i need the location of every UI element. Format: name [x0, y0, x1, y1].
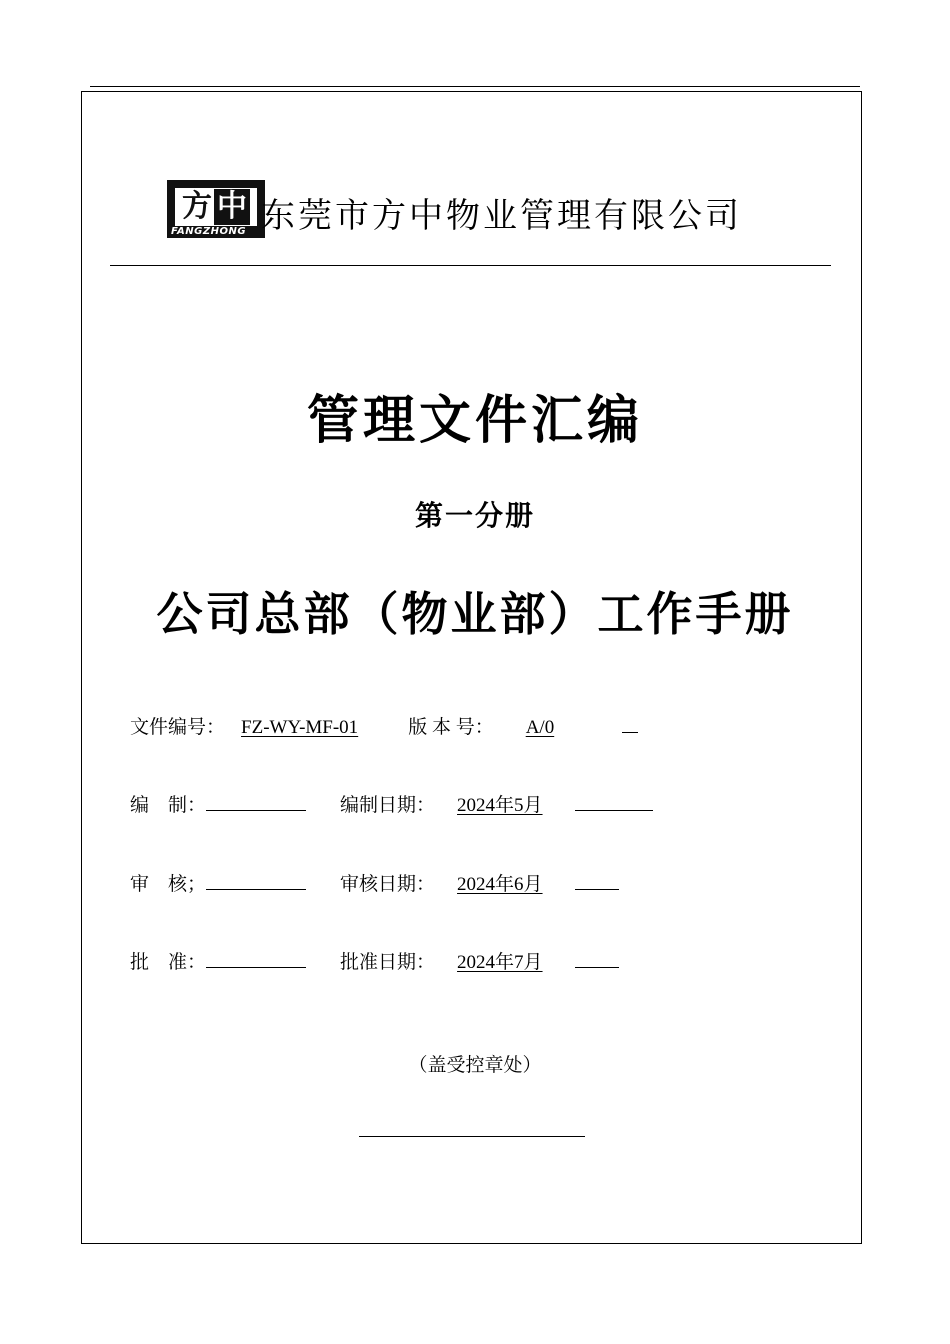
doc-number-row — [130, 712, 638, 740]
company-header — [165, 178, 805, 242]
header-rule — [110, 265, 831, 266]
prepared-row — [130, 790, 653, 818]
version-extra-blank — [622, 712, 638, 733]
reviewed-by-blank — [206, 869, 306, 890]
approved-row — [130, 947, 619, 975]
manual-title: 公司总部（物业部）工作手册 — [156, 587, 794, 641]
company-logo — [167, 180, 265, 238]
reviewed-date-label: 审核日期： — [340, 874, 436, 895]
approved-by-label: 批 准： — [130, 952, 207, 973]
approved-by-blank — [206, 947, 306, 968]
doc-number-value: FZ-WY-MF-01 — [241, 717, 359, 738]
prepared-by-blank — [206, 790, 306, 811]
reviewed-row — [130, 869, 619, 897]
volume-title: 第一分册 — [414, 499, 535, 532]
logo-char-right: 中 — [214, 189, 250, 225]
prepared-date-value: 2024年5月 — [457, 795, 543, 816]
company-name: 东莞市方中物业管理有限公司 — [261, 196, 742, 236]
prepared-date-label: 编制日期： — [340, 795, 436, 816]
logo-char-left: 方 — [182, 189, 212, 224]
prepared-extra-blank — [575, 790, 653, 811]
reviewed-by-label: 审 核； — [130, 874, 207, 895]
stamp-note: （盖受控章处） — [408, 1055, 542, 1076]
prepared-by-label: 编 制： — [130, 795, 207, 816]
approved-date-label: 批准日期： — [340, 952, 436, 973]
doc-number-label: 文件编号： — [130, 717, 226, 738]
approved-date-value: 2024年7月 — [457, 952, 543, 973]
stamp-line — [359, 1136, 585, 1137]
document-title: 管理文件汇编 — [306, 391, 643, 451]
logo-wordmark: FANGZHONG — [171, 226, 247, 237]
logo-box — [173, 186, 259, 228]
reviewed-date-value: 2024年6月 — [457, 874, 543, 895]
reviewed-extra-blank — [575, 869, 619, 890]
approved-extra-blank — [575, 947, 619, 968]
version-value: A/0 — [525, 717, 555, 738]
top-rule — [90, 86, 860, 87]
version-label: 版 本 号： — [408, 717, 494, 738]
